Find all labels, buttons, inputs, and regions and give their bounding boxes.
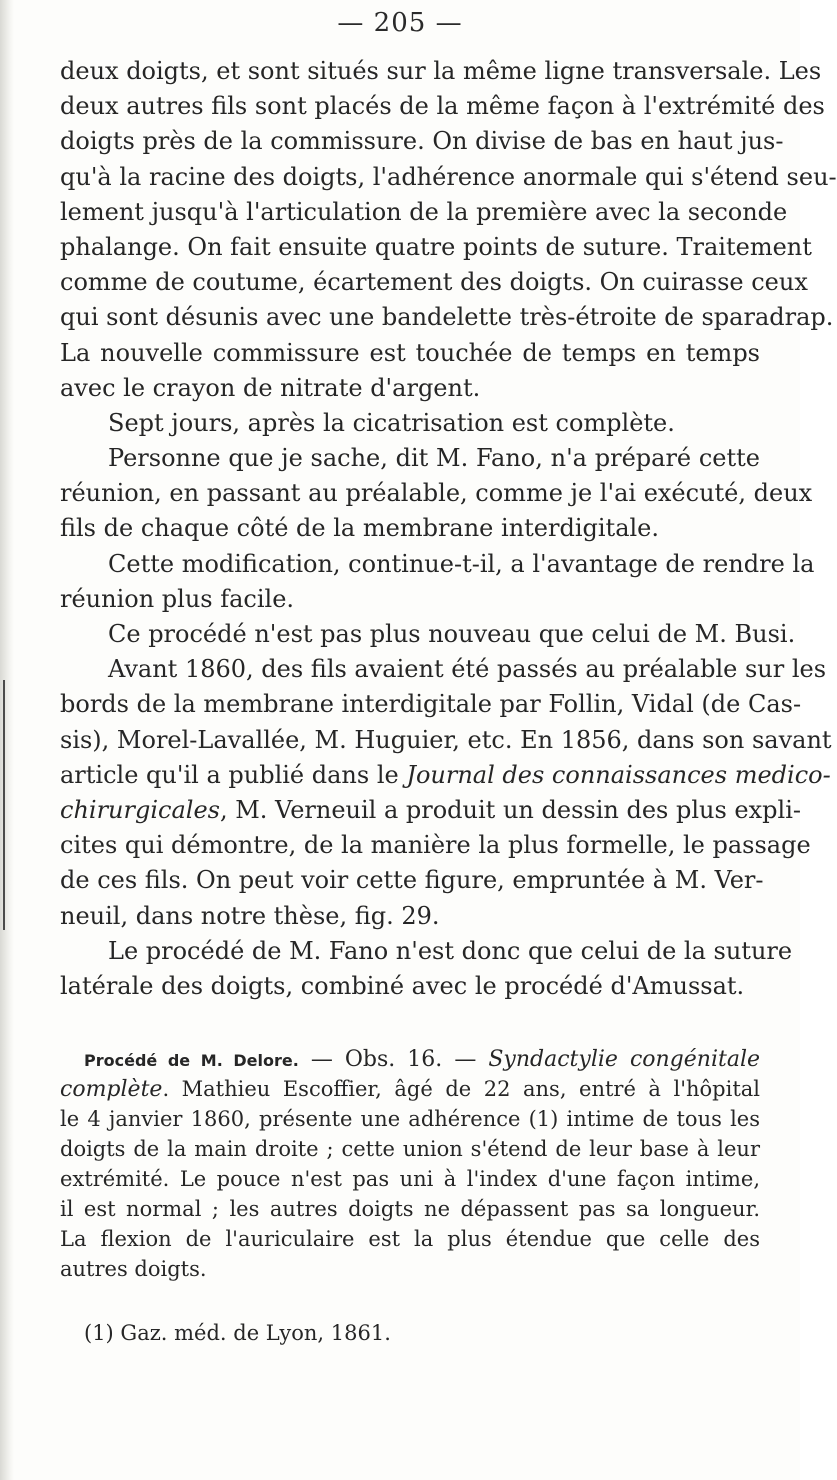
observation-line: extrémité. Le pouce n'est pas uni à l'index d'une façon intime, [60,1167,760,1191]
text-line: lement jusqu'à l'articulation de la première avec la seconde [60,197,788,226]
text-line: cites qui démontre, de la manière la plus formelle, le passage [60,831,811,860]
text-line: Personne que je sache, dit M. Fano, n'a préparé cette [108,444,760,473]
observation-line: il est normal ; les autres doigts ne dépassent pas sa longueur. [60,1197,760,1221]
text-line: qu'à la racine des doigts, l'adhérence anormale qui s'étend seu- [60,162,837,191]
text-line: réunion, en passant au préalable, comme je l'ai exécuté, deux [60,479,813,508]
text-line: bords de la membrane interdigitale par Follin, Vidal (de Cas- [60,690,802,719]
text-line: réunion plus facile. [60,584,295,613]
observation-heading-line [60,1044,760,1074]
observation-label: — Obs. 16. — [298,1047,489,1072]
text-line: doigts près de la commissure. On divise de bas en haut jus- [60,127,784,156]
text-line-journal [60,793,801,828]
footnote: (1) Gaz. méd. de Lyon, 1861. [84,1321,391,1345]
observation-line: doigts de la main droite ; cette union s'étend de leur base à leur [60,1137,760,1161]
text-line: neuil, dans notre thèse, fig. 29. [60,901,440,930]
text-line: deux autres fils sont placés de la même façon à l'extrémité des [60,92,825,121]
text-line: phalange. On fait ensuite quatre points de suture. Traitement [60,232,812,261]
observation-title: Syndactylie congénitale [488,1047,760,1072]
observation-title: complète [60,1077,163,1102]
text-span: , M. Verneuil a produit un dessin des plus expli- [219,795,801,824]
text-line: sis), Morel-Lavallée, M. Huguier, etc. En 1856, dans son savant [60,725,832,754]
observation-line: La flexion de l'auriculaire est la plus étendue que celle des [60,1227,760,1251]
text-line: Cette modification, continue-t-il, a l'avantage de rendre la [108,549,815,578]
observation-line: autres doigts. [60,1257,207,1281]
margin-mark [3,680,5,930]
text-line: avec le crayon de nitrate d'argent. [60,373,481,402]
text-line: Sept jours, après la cicatrisation est complète. [108,408,675,437]
text-line: La nouvelle commissure est touchée de temps en temps [60,338,760,367]
observation-line: le 4 janvier 1860, présente une adhérence (1) intime de tous les [60,1107,760,1131]
text-span: article qu'il a publié dans le [60,760,407,789]
text-line: latérale des doigts, combiné avec le procédé d'Amussat. [60,971,745,1000]
text-line-journal [60,758,831,793]
observation-line [60,1074,760,1104]
text-line: de ces fils. On peut voir cette figure, empruntée à M. Ver- [60,866,764,895]
page-number: — 205 — [337,8,463,38]
text-line: qui sont désunis avec une bandelette très-étroite de sparadrap. [60,303,834,332]
text-line: Ce procédé n'est pas plus nouveau que celui de M. Busi. [108,620,796,648]
procedure-heading: Procédé de M. Delore. [84,1051,299,1070]
journal-title: Journal des connaissances medico- [406,760,831,789]
observation-block [60,1044,760,1284]
text-span: . Mathieu Escoffier, âgé de 22 ans, entré à l'hôpital [162,1077,760,1101]
main-text [60,54,837,1004]
journal-title: chirurgicales [60,795,220,824]
text-line: fils de chaque côté de la membrane interdigitale. [60,514,660,543]
text-line: deux doigts, et sont situés sur la même ligne transversale. Les [60,57,822,85]
text-line: comme de coutume, écartement des doigts. On cuirasse ceux [60,268,808,297]
text-line: Le procédé de M. Fano n'est donc que celui de la suture [108,936,793,965]
text-line: Avant 1860, des fils avaient été passés au préalable sur les [108,655,827,684]
